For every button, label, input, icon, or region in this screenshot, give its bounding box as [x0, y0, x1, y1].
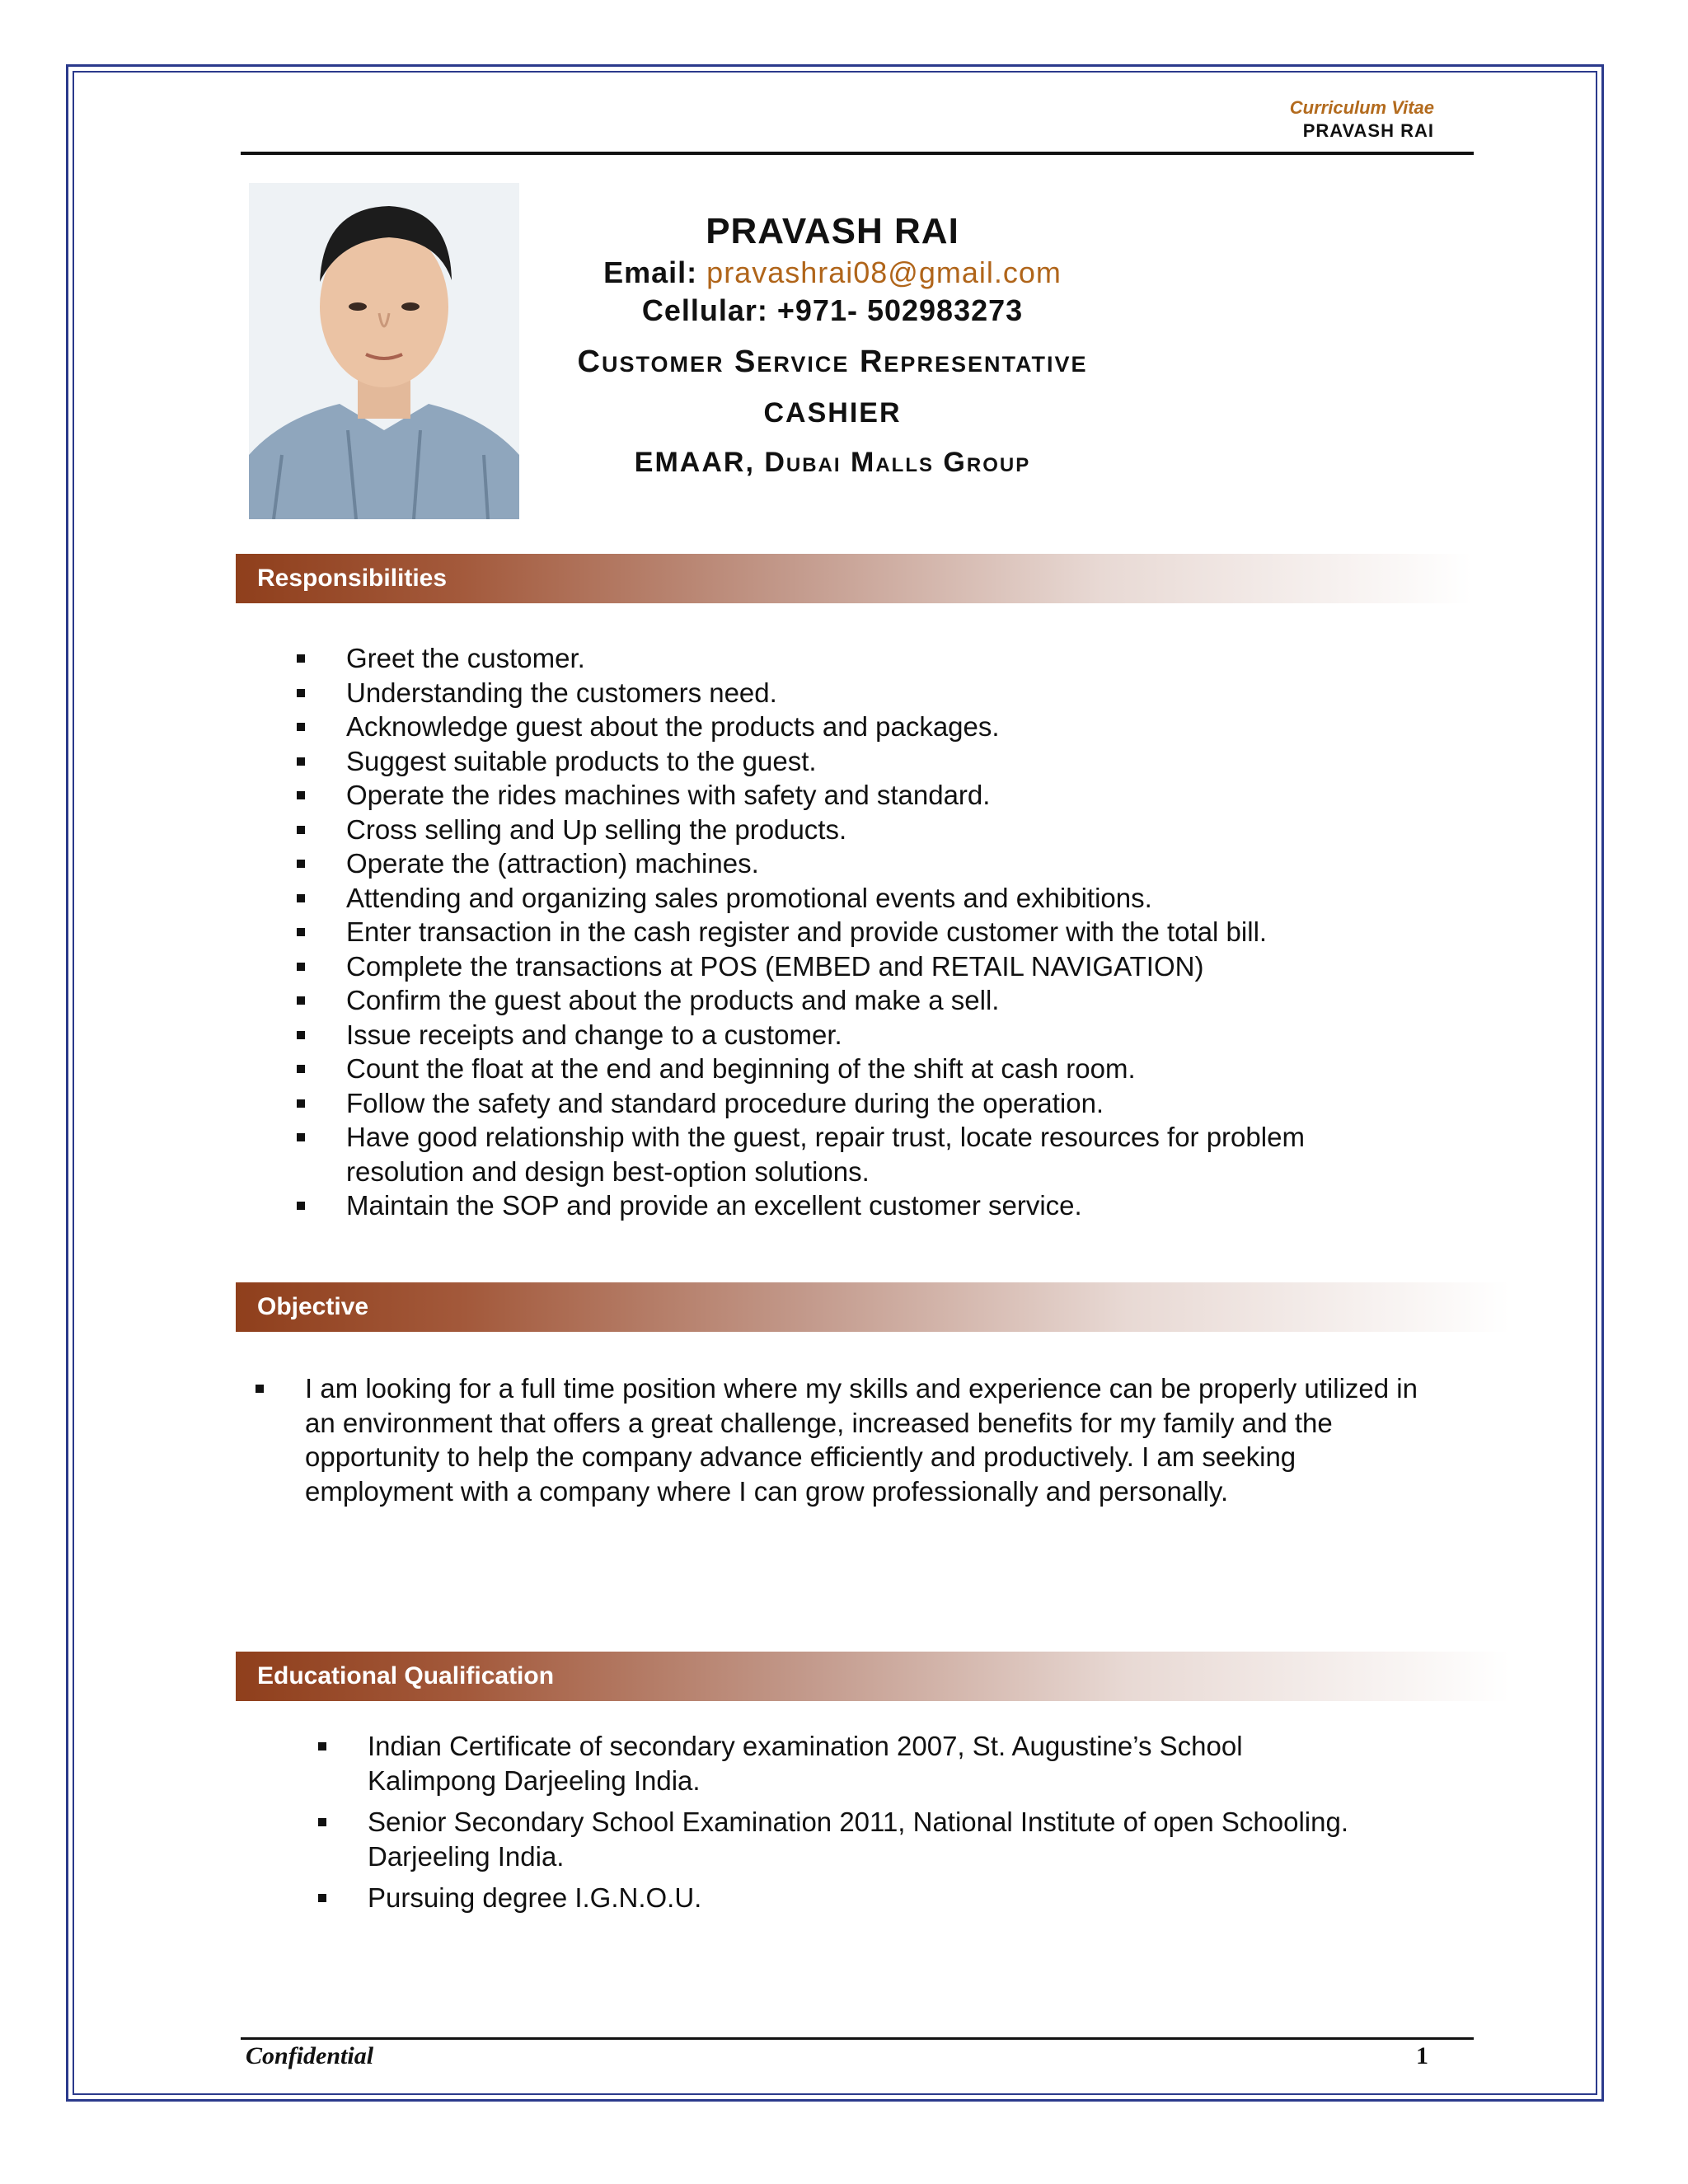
email-link[interactable]: pravashrai08@gmail.com — [706, 255, 1062, 289]
email-label: Email: — [603, 255, 698, 289]
profile-role-cashier: CASHIER — [763, 397, 902, 429]
list-item: Operate the (attraction) machines. — [346, 846, 1467, 881]
list-item: Confirm the guest about the products and make a sell. — [346, 983, 1467, 1018]
list-item: Pursuing degree I.G.N.O.U. — [368, 1881, 1464, 1915]
list-item: Suggest suitable products to the guest. — [346, 744, 1467, 779]
list-item: Attending and organizing sales promotional events and exhibitions. — [346, 881, 1467, 916]
list-item: Operate the rides machines with safety and standard. — [346, 778, 1467, 813]
list-item: Enter transaction in the cash register and provide customer with the total bill. — [346, 915, 1467, 949]
objective-text: I am looking for a full time position where my skills and experience can be properly utilized in an environment that offers a great challenge, increased benefits for my family and the opportunity to help the company advance efficiently and productively. I am seeking employment with a company where I can grow professionally and personally. — [305, 1371, 1426, 1508]
list-item: Follow the safety and standard procedure during the operation. — [346, 1086, 1467, 1121]
list-item: Cross selling and Up selling the products. — [346, 813, 1467, 847]
section-header-objective: Objective — [236, 1282, 1510, 1332]
footer-confidential: Confidential — [246, 2042, 374, 2069]
section-header-responsibilities: Responsibilities — [236, 554, 1472, 603]
list-item: Understanding the customers need. — [346, 676, 1467, 710]
header-doc-label: Curriculum Vitae — [1289, 97, 1434, 118]
list-item: Acknowledge guest about the products and packages. — [346, 710, 1467, 744]
list-item: Have good relationship with the guest, repair trust, locate resources for problem resolution and design best-option solutions. — [346, 1120, 1393, 1188]
cell-label: Cellular: — [641, 293, 768, 327]
page-number: 1 — [1416, 2042, 1428, 2069]
list-item: Senior Secondary School Examination 2011, National Institute of open Schooling. Darjeeling India. — [368, 1805, 1439, 1873]
header-name: PRAVASH RAI — [1302, 120, 1434, 141]
profile-cell-line — [528, 293, 1137, 328]
list-item: Count the float at the end and beginning of the shift at cash room. — [346, 1052, 1467, 1086]
profile-photo — [249, 183, 519, 519]
cell-value: +971- 502983273 — [776, 293, 1024, 327]
footer-rule — [241, 2037, 1474, 2040]
list-item: Indian Certificate of secondary examination 2007, St. Augustine’s School Kalimpong Darjeeling India. — [368, 1729, 1340, 1797]
list-item: Maintain the SOP and provide an excellent customer service. — [346, 1188, 1467, 1223]
section-header-education: Educational Qualification — [236, 1652, 1510, 1701]
objective-list — [305, 1371, 1426, 1508]
profile-name: PRAVASH RAI — [706, 211, 959, 251]
profile-photo-illustration — [249, 183, 519, 519]
profile-employer: EMAAR, Dubai Malls Group — [634, 447, 1031, 478]
list-item: Greet the customer. — [346, 641, 1467, 676]
header-rule — [241, 152, 1474, 155]
list-item: Complete the transactions at POS (EMBED and RETAIL NAVIGATION) — [346, 949, 1467, 984]
list-item: Issue receipts and change to a customer. — [346, 1018, 1467, 1052]
profile-email-line — [528, 255, 1137, 290]
profile-role-title: Customer Service Representative — [577, 344, 1088, 379]
responsibilities-list — [346, 641, 1467, 1223]
education-list — [368, 1729, 1464, 1923]
